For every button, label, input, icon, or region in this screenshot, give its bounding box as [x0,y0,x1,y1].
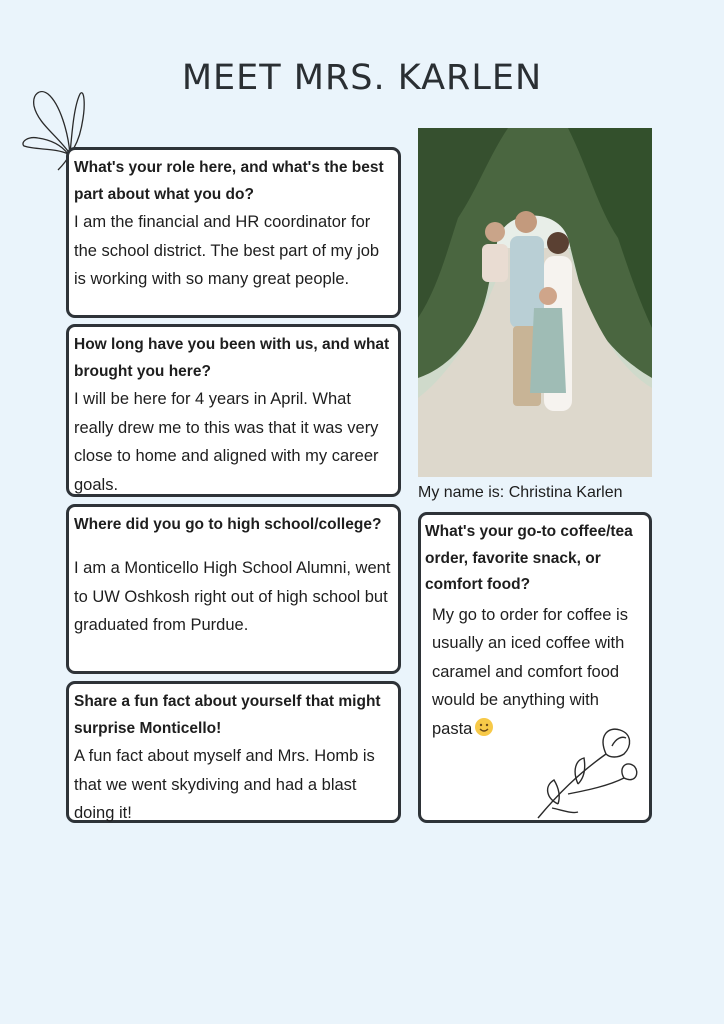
page-title: MEET MRS. KARLEN [181,58,543,98]
answer-text [425,601,643,744]
question-text: How long have you been with us, and what brought you here? [74,336,390,380]
qa-card-school [66,504,401,674]
family-photo [418,128,652,477]
qa-card-role [66,147,401,318]
answer-text: I am a Monticello High School Alumni, went to UW Oshkosh right out of high school but graduated from Purdue. [74,559,391,634]
answer-text: I am the financial and HR coordinator for the school district. The best part of my job is working with so many great people. [74,213,380,288]
question-text: What's your go-to coffee/tea order, favorite snack, or comfort food? [425,523,633,593]
qa-card-tenure [66,324,401,497]
smiley-emoji [474,717,494,737]
answer-text-body: My go to order for coffee is usually an iced coffee with caramel and comfort food would be anything with pasta [432,605,628,738]
qa-card-fun-fact [66,681,401,823]
question-text: Where did you go to high school/college? [74,516,382,533]
flower-icon [528,724,640,820]
question-text: What's your role here, and what's the best part about what you do? [74,159,384,203]
answer-text: I will be here for 4 years in April. What really drew me to this was that it was very close to home and aligned with my career goals. [74,390,379,494]
photo-caption: My name is: Christina Karlen [418,484,623,501]
question-text: Share a fun fact about yourself that might surprise Monticello! [74,693,381,737]
answer-text: A fun fact about myself and Mrs. Homb is that we went skydiving and had a blast doing it! [74,747,375,822]
